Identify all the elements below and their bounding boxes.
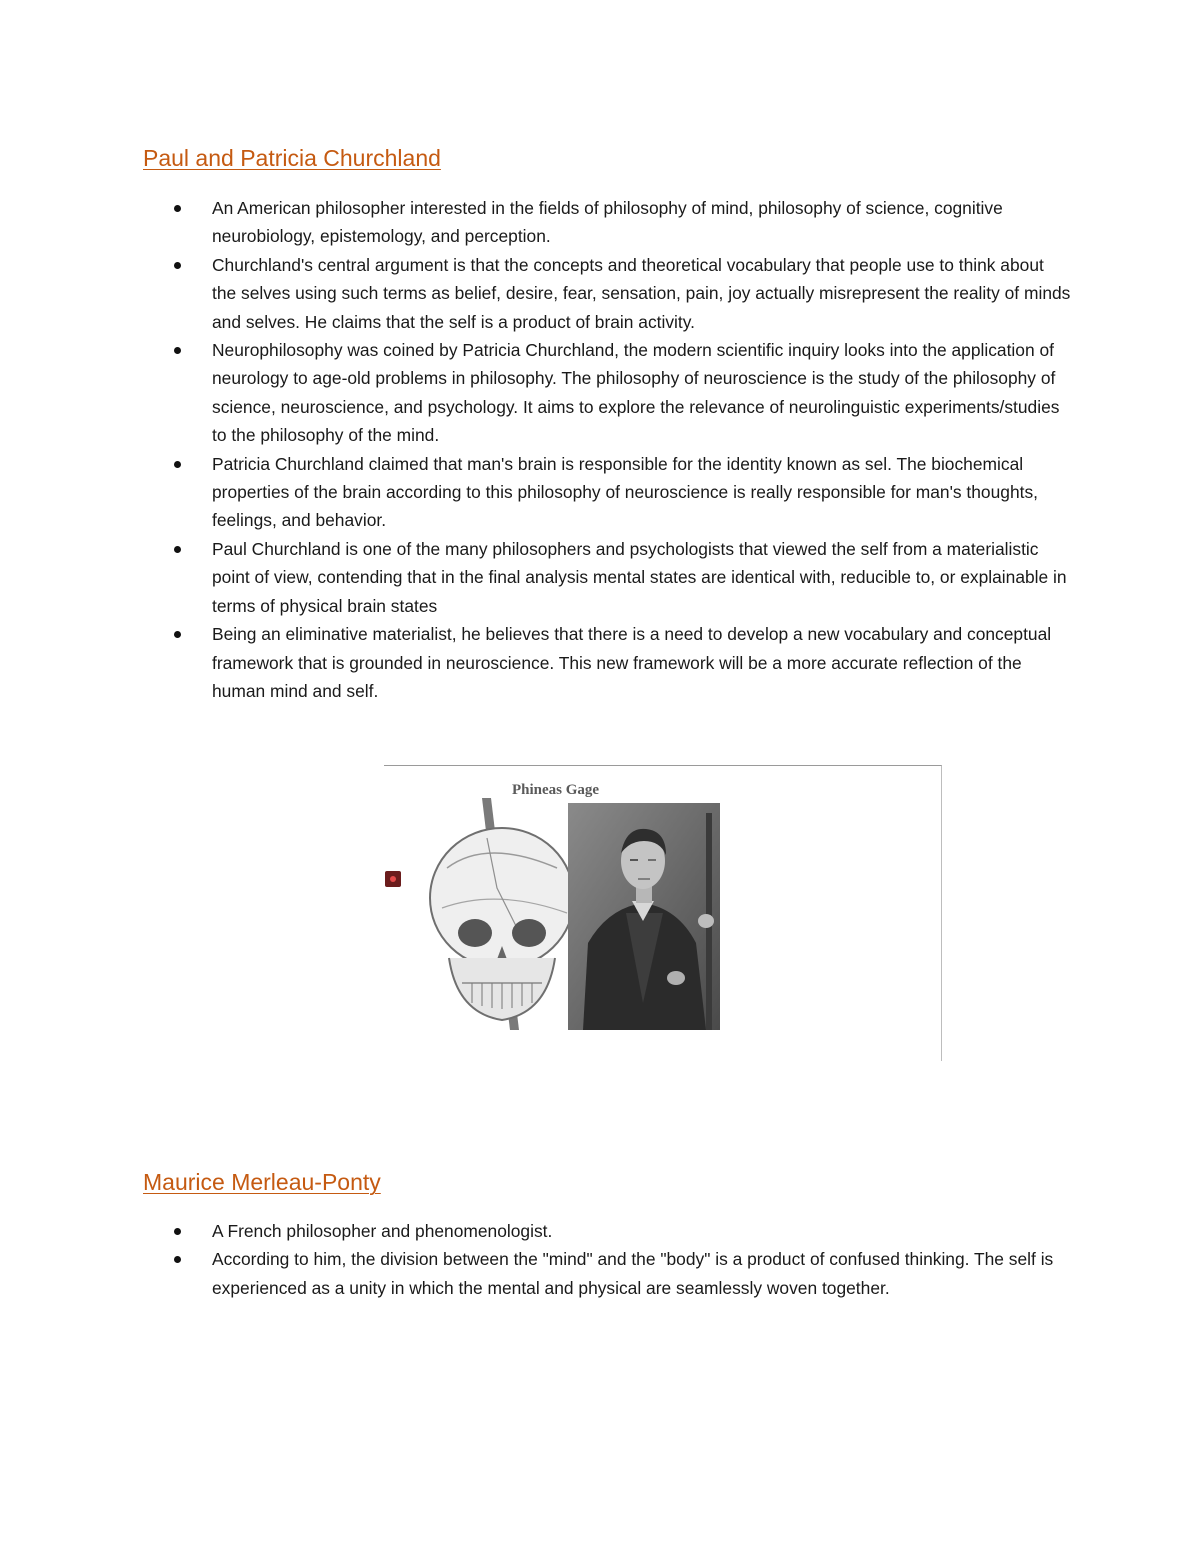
bullet-icon (174, 262, 181, 269)
phineas-gage-portrait-image (568, 803, 720, 1030)
list-item (0, 1217, 1072, 1245)
figure-caption: Phineas Gage (512, 782, 600, 798)
bullet-icon (174, 546, 181, 553)
list-item (0, 535, 1072, 620)
right-eye-socket (512, 919, 546, 947)
bullet-icon (174, 347, 181, 354)
bullet-icon (174, 205, 181, 212)
list-item (0, 336, 1072, 450)
bullet-icon (174, 631, 181, 638)
bullet-text: Patricia Churchland claimed that man's brain is responsible for the identity known as sel. The biochemical properties of the brain according to this philosophy of neuroscience is really responsible for man's thoughts, feelings, and behavior. (212, 453, 1038, 531)
churchland-bullet-list (0, 194, 1200, 705)
bullet-text: Churchland's central argument is that the concepts and theoretical vocabulary that people use to think about the selves using such terms as belief, desire, fear, sensation, pain, joy actually misrepresent the reality of minds and selves. He claims that the self is a product of brain activity. (212, 254, 1071, 332)
skull-with-iron-rod-image (427, 798, 577, 1030)
bullet-text: Being an eliminative materialist, he believes that there is a need to develop a new vocabulary and conceptual framework that is grounded in neuroscience. This new framework will be a more accurate reflection of the human mind and self. (212, 624, 1052, 701)
bullet-text: A French philosopher and phenomenologist. (212, 1221, 553, 1241)
list-item (0, 251, 1072, 336)
broken-image-icon (385, 871, 401, 887)
bullet-icon (174, 1256, 181, 1263)
section-heading-merleau-ponty: Maurice Merleau-Ponty (143, 1169, 381, 1195)
list-item (0, 620, 1072, 705)
bullet-icon (174, 1228, 181, 1235)
list-item (0, 194, 1072, 251)
section-heading-churchland: Paul and Patricia Churchland (143, 145, 441, 171)
list-item (0, 1245, 1072, 1302)
list-item (0, 450, 1072, 535)
bullet-text: According to him, the division between the "mind" and the "body" is a product of confused thinking. The self is experienced as a unity in which the mental and physical are seamlessly woven together. (212, 1249, 1054, 1298)
bullet-text: An American philosopher interested in the fields of philosophy of mind, philosophy of science, cognitive neurobiology, epistemology, and perception. (212, 198, 1003, 247)
merleau-ponty-bullet-list (0, 1217, 1200, 1302)
left-eye-socket (458, 919, 492, 947)
bullet-text: Paul Churchland is one of the many philosophers and psychologists that viewed the self from a materialistic point of view, contending that in the final analysis mental states are identical with, reducible to, or explainable in terms of physical brain states (212, 538, 1067, 616)
bullet-text: Neurophilosophy was coined by Patricia Churchland, the modern scientific inquiry looks into the application of neurology to age-old problems in philosophy. The philosophy of neuroscience is the study of the philosophy of science, neuroscience, and psychology. It aims to explore the relevance of neurolinguistic experiments/studies to the philosophy of the mind. (212, 340, 1060, 446)
bullet-icon (174, 461, 181, 468)
